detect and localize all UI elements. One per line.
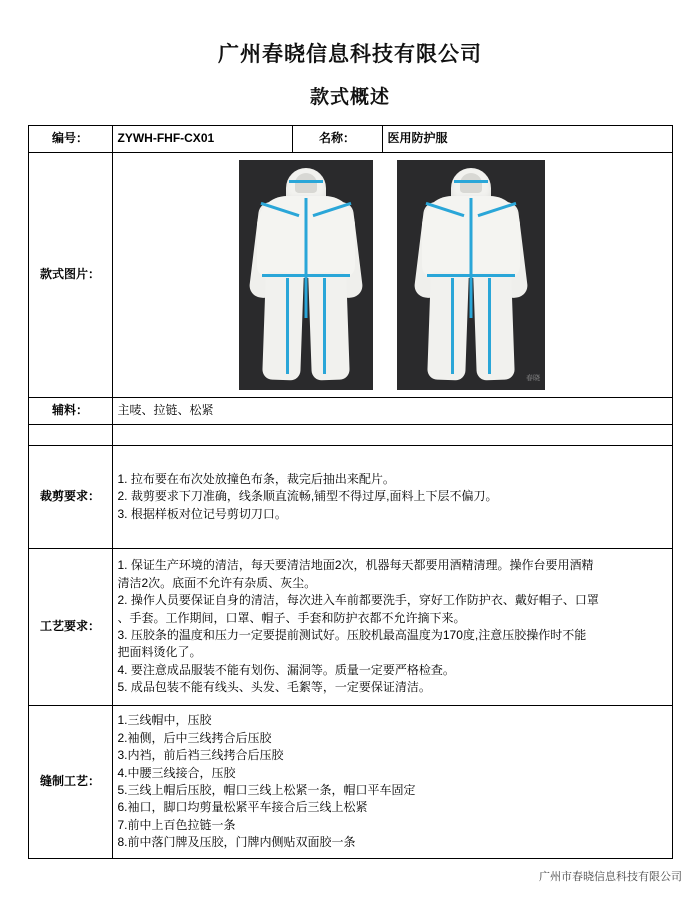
- sewing-line: 5.三线上帽后压胶，帽口三线上松紧一条，帽口平车固定: [117, 783, 416, 797]
- name-value: 医用防护服: [382, 126, 672, 153]
- cutting-requirements: [112, 446, 672, 549]
- company-title: 广州春晓信息科技有限公司: [218, 43, 482, 66]
- table-row-code: [28, 126, 672, 153]
- sewing-label: 缝制工艺：: [28, 706, 112, 859]
- photo-watermark: 春晓: [526, 374, 540, 382]
- sewing-line: 8.前中落门牌及压胶，门牌内侧贴双面胶一条: [117, 835, 356, 850]
- spacer-label-cell: [28, 425, 112, 446]
- sewing-line: 2.袖侧，后中三线拷合后压胶: [117, 730, 272, 745]
- table-row-images: [28, 153, 672, 398]
- spacer-value-cell: [112, 425, 672, 446]
- process-line: 1. 保证生产环境的清洁，每天要清洁地面2次，机器每天都要用酒精清理。操作台要用酒精: [117, 558, 594, 573]
- process-line: 2. 操作人员要保证自身的清洁，每次进入车前都要洗手，穿好工作防护衣、戴好帽子、口罩: [117, 593, 599, 608]
- protective-suit-back-photo: [397, 160, 545, 390]
- table-row-cutting: [28, 446, 672, 549]
- table-row-spacer: [28, 425, 672, 446]
- style-overview-table: [28, 125, 673, 859]
- sewing-line: 4.中腰三线接合，压胶: [117, 765, 236, 780]
- table-row-sewing: [28, 706, 672, 859]
- process-line: 4. 要注意成品服装不能有划伤、漏洞等。质量一定要严格检查。: [117, 662, 455, 677]
- sewing-line: 7.前中上百色拉链一条: [117, 817, 236, 832]
- process-line: 把面料烫化了。: [117, 645, 202, 660]
- process-line: 5. 成品包装不能有线头、头发、毛絮等，一定要保证清洁。: [117, 680, 431, 695]
- cutting-line: 1. 拉布要在布次处放撞色布条，裁完后抽出来配片。: [117, 471, 395, 486]
- table-row-accessories: [28, 398, 672, 425]
- sewing-line: 1.三线帽中，压胶: [117, 713, 212, 728]
- table-row-process: [28, 549, 672, 706]
- style-images-cell: [112, 153, 672, 398]
- sewing-process: [112, 706, 672, 859]
- cutting-line: 2. 裁剪要求下刀准确，线条顺直流畅,铺型不得过厚,面料上下层不偏刀。: [117, 489, 498, 504]
- accessories-label: 辅料：: [28, 398, 112, 425]
- process-requirements: [112, 549, 672, 706]
- page-title: 款式概述: [309, 87, 390, 108]
- accessories-value: 主唛、拉链、松紧: [112, 398, 672, 425]
- cutting-label: 裁剪要求：: [28, 446, 112, 549]
- process-label: 工艺要求：: [28, 549, 112, 706]
- name-label: 名称：: [292, 126, 382, 153]
- process-line: 清洁2次。底面不允许有杂质、灰尘。: [117, 575, 317, 590]
- footer-company: 广州市春晓信息科技有限公司: [539, 871, 682, 883]
- code-value: ZYWH-FHF-CX01: [112, 126, 292, 153]
- cutting-line: 3. 根据样板对位记号剪切刀口。: [117, 506, 287, 521]
- sewing-line: 6.袖口，脚口均剪量松紧平车接合后三线上松紧: [117, 800, 368, 815]
- image-label: 款式图片：: [28, 153, 112, 398]
- document-page: [0, 38, 700, 900]
- process-line: 3. 压胶条的温度和压力一定要提前测试好。压胶机最高温度为170度,注意压胶操作时不能: [117, 628, 587, 642]
- protective-suit-front-photo: [239, 160, 373, 390]
- sewing-line: 3.内裆，前后裆三线拷合后压胶: [117, 748, 284, 763]
- code-label: 编号：: [28, 126, 112, 153]
- process-line: 、手套。工作期间，口罩、帽子、手套和防护衣都不允许摘下来。: [117, 610, 466, 625]
